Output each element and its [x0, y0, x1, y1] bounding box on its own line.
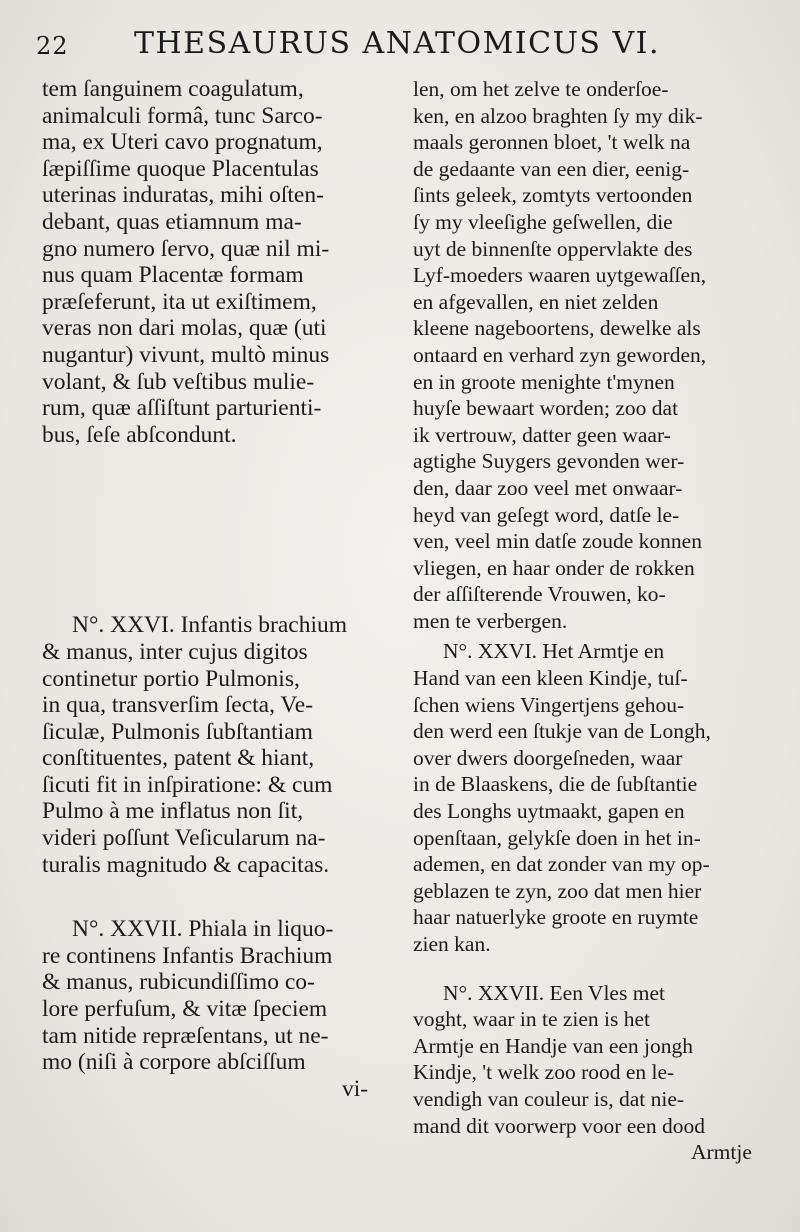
text-line: ademen, en dat zonder van my op- [413, 852, 710, 877]
column-gap [413, 958, 768, 980]
text-line: zien kan. [413, 932, 491, 956]
text-line: turalis magnitudo & capacitas. [42, 851, 330, 878]
text-line: agtighe Suygers gevonden wer- [413, 449, 685, 474]
text-line: den werd een ſtukje van de Longh, [413, 719, 711, 744]
text-line: ven, veel min datſe zoude konnen [413, 529, 702, 554]
text-line: haar natuerlyke groote en ruymte [413, 905, 699, 930]
text-line: rum, quæ aſſiſtunt parturienti- [42, 395, 322, 422]
text-line: heyd van geſegt word, datſe le- [413, 502, 680, 527]
text-line: ſy my vleeſighe geſwellen, die [413, 209, 673, 234]
text-line: ma, ex Uteri cavo prognatum, [42, 129, 323, 156]
entry-heading-line: N°. XXVI. Het Armtje en [443, 639, 665, 664]
text-line: re continens Infantis Brachium [42, 942, 333, 969]
text-line: in qua, transverſim ſecta, Ve- [42, 692, 314, 719]
entry-heading-line: N°. XXVI. Infantis brachium [72, 612, 348, 639]
text-line: & manus, rubicundiſſimo co- [42, 969, 315, 996]
text-line: kleene nageboortens, dewelke als [413, 316, 701, 341]
text-line: ſæpiſſime quoque Placentulas [42, 155, 319, 182]
text-line: ik vertrouw, datter geen waar- [413, 422, 671, 447]
page-header [36, 26, 736, 70]
column-gap [42, 878, 394, 916]
text-line: lore perfuſum, & vitæ ſpeciem [42, 996, 328, 1023]
text-line: tem ſanguinem coagulatum, [42, 76, 304, 102]
text-line: tam nitide repræſentans, ut ne- [42, 1022, 329, 1049]
text-line: nugantur) vivunt, multò minus [42, 341, 330, 368]
latin-entry-26 [42, 612, 394, 878]
text-line: Kindje, 't welk zoo rood en le- [413, 1060, 675, 1085]
dutch-paragraph-continuation [413, 76, 768, 634]
text-line: Pulmo à me inflatus non ſit, [42, 798, 304, 825]
text-line: huyſe bewaart worden; zoo dat [413, 396, 679, 421]
text-line: over dwers doorgeſneden, waar [413, 745, 683, 770]
text-line: uterinas induratas, mihi oſten- [42, 182, 324, 209]
text-line: Hand van een kleen Kindje, tuſ- [413, 666, 688, 691]
text-line: ſchen wiens Vingertjens gehou- [413, 692, 685, 717]
text-line: Lyf-moeders waaren uytgewaſſen, [413, 263, 707, 288]
text-line: gno numero ſervo, quæ nil mi- [42, 235, 330, 262]
text-line: vendigh van couleur is, dat nie- [413, 1086, 685, 1111]
text-line: maals geronnen bloet, 't welk na [413, 130, 691, 155]
dutch-entry-26 [413, 638, 768, 957]
text-line: en in groote menighte t'mynen [413, 369, 675, 394]
text-line: mo (niſi à corpore abſciſſum [42, 1049, 306, 1076]
text-line: ſiculæ, Pulmonis ſubſtantiam [42, 718, 313, 745]
catchword: Armtje [691, 1140, 752, 1165]
latin-paragraph-continuation [42, 76, 394, 448]
text-line: men te verbergen. [413, 608, 568, 633]
text-line: geblazen te zyn, zoo dat men hier [413, 878, 702, 903]
latin-column [42, 76, 394, 1216]
text-line: continetur portio Pulmonis, [42, 665, 300, 692]
text-line: & manus, inter cujus digitos [42, 638, 308, 665]
running-title: THESAURUS ANATOMICUS VI. [134, 26, 661, 61]
text-line: de gedaante van een dier, eenig- [413, 156, 690, 181]
text-line: mand dit voorwerp voor een dood [413, 1113, 705, 1138]
text-line: veras non dari molas, quæ (uti [42, 315, 327, 342]
text-line: uyt de binnenſte oppervlakte des [413, 236, 693, 261]
text-line: conſtituentes, patent & hiant, [42, 745, 315, 772]
entry-heading-line: N°. XXVII. Phiala in liquo- [72, 916, 334, 943]
text-line: præſeferunt, ita ut exiſtimem, [42, 288, 317, 315]
text-line: ſints geleek, zomtyts vertoonden [413, 183, 693, 208]
text-line: openſtaan, gelykſe doen in het in- [413, 825, 701, 850]
dutch-entry-27 [413, 980, 768, 1166]
text-line: ontaard en verhard zyn geworden, [413, 342, 707, 367]
text-line: vliegen, en haar onder de rokken [413, 555, 695, 580]
text-line: videri poſſunt Veſicularum na- [42, 825, 326, 852]
text-line: ſicuti fit in inſpiratione: & cum [42, 771, 333, 798]
entry-heading-line: N°. XXVII. Een Vles met [443, 980, 665, 1005]
text-line: bus, ſeſe abſcondunt. [42, 421, 237, 448]
text-line: voght, waar in te zien is het [413, 1007, 651, 1032]
text-line: Armtje en Handje van een jongh [413, 1033, 694, 1058]
text-line: den, daar zoo veel met onwaar- [413, 475, 683, 500]
text-line: nus quam Placentæ formam [42, 262, 304, 289]
dutch-column [413, 76, 768, 1216]
text-line: volant, & ſub veſtibus mulie- [42, 368, 315, 395]
text-line: der aſſiſterende Vrouwen, ko- [413, 582, 666, 607]
text-line: animalculi formâ, tunc Sarco- [42, 102, 323, 129]
page-number: 22 [36, 32, 69, 60]
text-line: en afgevallen, en niet zelden [413, 289, 659, 314]
text-line: debant, quas etiamnum ma- [42, 208, 302, 235]
text-line: len, om het zelve te onderſoe- [413, 77, 669, 101]
catchword: vi- [342, 1075, 369, 1102]
column-gap [42, 448, 394, 612]
text-line: des Longhs uytmaakt, gapen en [413, 799, 685, 824]
latin-entry-27 [42, 916, 394, 1102]
text-line: in de Blaaskens, die de ſubſtantie [413, 772, 698, 797]
text-line: ken, en alzoo braghten ſy my dik- [413, 103, 703, 128]
